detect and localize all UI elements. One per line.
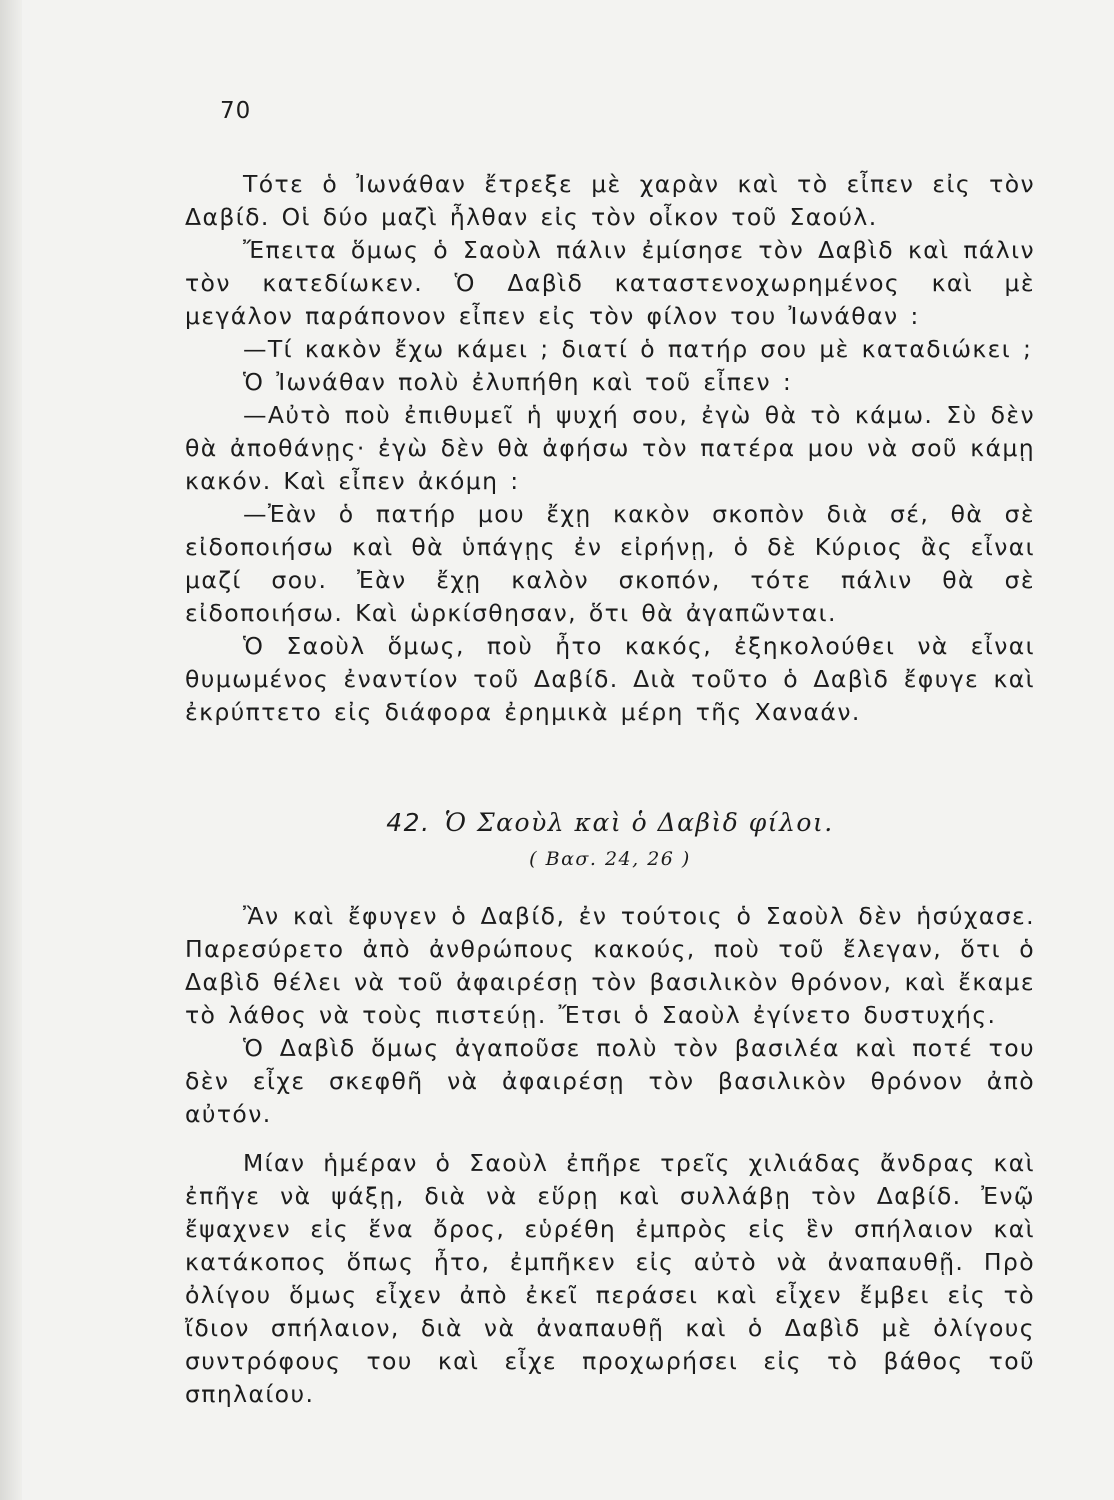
text-block-top: [185, 168, 1035, 729]
paragraph: Ὁ Δαβὶδ ὅμως ἀγαποῦσε πολὺ τὸν βασιλέα καὶ ποτέ του δὲν εἶχε σκεφθῆ νὰ ἀφαιρέσῃ τὸν βασιλικὸν θρόνον ἀπὸ αὐτόν.: [185, 1034, 1035, 1128]
page-number: 70: [220, 98, 252, 124]
paragraph: Ὁ Ἰωνάθαν πολὺ ἐλυπήθη καὶ τοῦ εἶπεν :: [243, 368, 793, 396]
dialogue-line: —Αὐτὸ ποὺ ἐπιθυμεῖ ἡ ψυχή σου, ἐγὼ θὰ τὸ κάμω. Σὺ δὲν θὰ ἀποθάνῃς· ἐγὼ δὲν θὰ ἀφήσω τὸν πατέρα μου νὰ σοῦ κάμῃ κακόν. Καὶ εἶπεν ἀκόμη :: [185, 401, 1035, 495]
paragraph: Ὁ Σαοὺλ ὅμως, ποὺ ἦτο κακός, ἐξηκολούθει νὰ εἶναι θυμωμένος ἐναντίον τοῦ Δαβίδ. Διὰ τοῦτο ὁ Δαβὶδ ἔφυγε καὶ ἐκρύπτετο εἰς διάφορα ἐρημικὰ μέρη τῆς Χαναάν.: [185, 632, 1035, 726]
section-title: Ὁ Σαοὺλ καὶ ὁ Δαβὶδ φίλοι.: [444, 808, 834, 837]
dialogue-line: —Τί κακὸν ἔχω κάμει ; διατί ὁ πατήρ σου μὲ καταδιώκει ;: [243, 335, 1033, 363]
page-edge: [0, 0, 22, 1500]
dialogue-line: —Ἐὰν ὁ πατήρ μου ἔχῃ κακὸν σκοπὸν διὰ σέ, θὰ σὲ εἰδοποιήσω καὶ θὰ ὑπάγῃς ἐν εἰρήνῃ, ὁ δὲ Κύριος ἂς εἶναι μαζί σου. Ἐὰν ἔχῃ καλὸν σκοπόν, τότε πάλιν θὰ σὲ εἰδοποιήσω. Καὶ ὡρκίσθησαν, ὅτι θὰ ἀγαπῶνται.: [185, 500, 1035, 627]
paragraph: Ἂν καὶ ἔφυγεν ὁ Δαβίδ, ἐν τούτοις ὁ Σαοὺλ δὲν ἡσύχασε. Παρεσύρετο ἀπὸ ἀνθρώπους κακούς, ποὺ τοῦ ἔλεγαν, ὅτι ὁ Δαβὶδ θέλει νὰ τοῦ ἀφαιρέσῃ τὸν βασιλικὸν θρόνον, καὶ ἔκαμε τὸ λάθος νὰ τοὺς πιστεύῃ. Ἔτσι ὁ Σαοὺλ ἐγίνετο δυστυχής.: [185, 902, 1035, 1029]
paragraph: Μίαν ἡμέραν ὁ Σαοὺλ ἐπῆρε τρεῖς χιλιάδας ἄνδρας καὶ ἐπῆγε νὰ ψάξῃ, διὰ νὰ εὕρῃ καὶ συλλάβῃ τὸν Δαβίδ. Ἐνῷ ἔψαχνεν εἰς ἕνα ὄρος, εὑρέθη ἐμπρὸς εἰς ἓν σπήλαιον καὶ κατάκοπος ὅπως ἦτο, ἐμπῆκεν εἰς αὐτὸ νὰ ἀναπαυθῇ. Πρὸ ὀλίγου ὅμως εἶχεν ἀπὸ ἐκεῖ περάσει καὶ εἶχεν ἔμβει εἰς τὸ ἴδιον σπήλαιον, διὰ νὰ ἀναπαυθῇ καὶ ὁ Δαβὶδ μὲ ὀλίγους συντρόφους του καὶ εἶχε προχωρήσει εἰς τὸ βάθος τοῦ σπηλαίου.: [185, 1149, 1035, 1408]
section-reference: ( Βασ. 24, 26 ): [529, 848, 691, 870]
section-heading: [185, 808, 1035, 837]
section-number: 42.: [386, 808, 431, 837]
paragraph: Ἔπειτα ὅμως ὁ Σαοὺλ πάλιν ἐμίσησε τὸν Δαβὶδ καὶ πάλιν τὸν κατεδίωκεν. Ὁ Δαβὶδ καταστενοχωρημένος καὶ μὲ μεγάλον παράπονον εἶπεν εἰς τὸν φίλον του Ἰωνάθαν :: [185, 236, 1035, 330]
paragraph: Τότε ὁ Ἰωνάθαν ἔτρεξε μὲ χαρὰν καὶ τὸ εἶπεν εἰς τὸν Δαβίδ. Οἱ δύο μαζὶ ἦλθαν εἰς τὸν οἶκον τοῦ Σαούλ.: [185, 170, 1035, 231]
text-block-bottom: [185, 900, 1035, 1411]
